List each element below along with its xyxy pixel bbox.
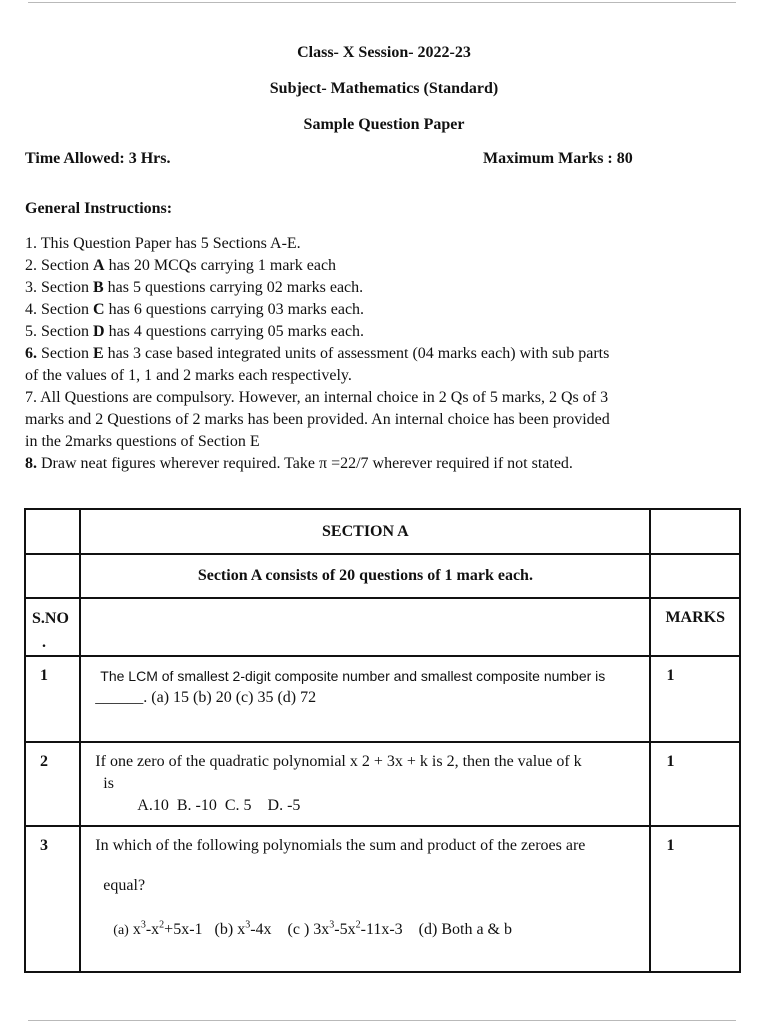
question-number: 3 bbox=[25, 826, 80, 972]
instruction-7: 7. All Questions are compulsory. However, an internal choice in 2 Qs of 5 marks, 2 Qs of 3 bbox=[25, 389, 609, 406]
question-row bbox=[25, 826, 740, 972]
question-options: (a) $x^3-x^2+5x-1$ (b) $x^3-4x$ (c ) $3x^3-5x^2-11x-3$ (d) Both a & b bbox=[113, 919, 512, 938]
section-title-row bbox=[25, 509, 740, 554]
question-text: In which of the following polynomials the sum and product of the zeroes are equal? (a) $x^3-x^2+5x-1$ (b) $x^3-4x$ (c ) $3x^3-5x^2-11x-3$ (d) Both a & b bbox=[80, 826, 650, 972]
class-session-heading: Class- X Session- 2022-23 bbox=[297, 44, 471, 61]
question-number: 1 bbox=[25, 656, 80, 742]
instruction-4: 4. Section C has 6 questions carrying 03 marks each. bbox=[25, 301, 365, 318]
marks-header: MARKS bbox=[650, 598, 740, 656]
top-rule bbox=[28, 2, 736, 3]
section-title: SECTION A bbox=[80, 509, 650, 554]
instructions-list bbox=[25, 233, 665, 475]
instruction-6: 6. Section E has 3 case based integrated units of assessment (04 marks each) with sub parts bbox=[25, 345, 610, 362]
instruction-6-cont: of the values of 1, 1 and 2 marks each respectively. bbox=[25, 367, 352, 384]
instruction-8: 8. Draw neat figures wherever required. Take π =22/7 wherever required if not stated. bbox=[25, 455, 573, 472]
instruction-7-cont-2: in the 2marks questions of Section E bbox=[25, 433, 260, 450]
column-header-row bbox=[25, 598, 740, 656]
question-row bbox=[25, 656, 740, 742]
question-number: 2 bbox=[25, 742, 80, 826]
question-marks: 1 bbox=[650, 742, 740, 826]
question-marks: 1 bbox=[650, 826, 740, 972]
instruction-3: 3. Section B has 5 questions carrying 02 marks each. bbox=[25, 279, 364, 296]
maximum-marks: Maximum Marks : 80 bbox=[483, 150, 633, 167]
section-description: Section A consists of 20 questions of 1 mark each. bbox=[80, 554, 650, 598]
question-table bbox=[24, 508, 741, 973]
instruction-1: 1. This Question Paper has 5 Sections A-E. bbox=[25, 235, 301, 252]
paper-title: Sample Question Paper bbox=[303, 116, 465, 133]
instruction-5: 5. Section D has 4 questions carrying 05 marks each. bbox=[25, 323, 365, 340]
subject-heading: Subject- Mathematics (Standard) bbox=[269, 80, 499, 97]
sno-header: S.NO . bbox=[25, 598, 80, 656]
question-text: If one zero of the quadratic polynomial x 2 + 3x + k is 2, then the value of k is A.10 B. -10 C. 5 D. -5 bbox=[80, 742, 650, 826]
section-desc-row bbox=[25, 554, 740, 598]
bottom-rule bbox=[28, 1020, 736, 1021]
question-row bbox=[25, 742, 740, 826]
question-marks: 1 bbox=[650, 656, 740, 742]
general-instructions-heading: General Instructions: bbox=[25, 200, 173, 217]
instruction-2: 2. Section A has 20 MCQs carrying 1 mark each bbox=[25, 257, 337, 274]
instruction-7-cont: marks and 2 Questions of 2 marks has been provided. An internal choice has been provided bbox=[25, 411, 610, 428]
time-allowed: Time Allowed: 3 Hrs. bbox=[25, 150, 171, 167]
question-text: The LCM of smallest 2-digit composite number and smallest composite number is ______. (a) 15 (b) 20 (c) 35 (d) 72 bbox=[80, 656, 650, 742]
